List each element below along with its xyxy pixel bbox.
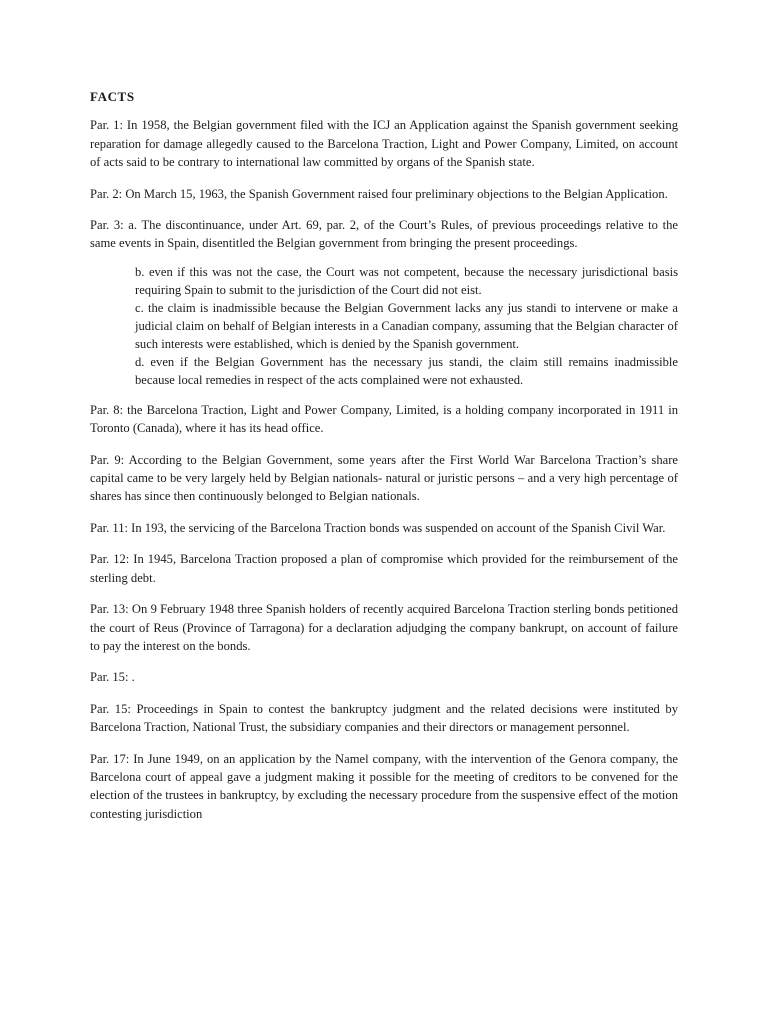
paragraph-par-8: Par. 8: the Barcelona Traction, Light and Power Company, Limited, is a holding company incorporated in 1911 in Toronto (Canada), where it has its head office.: [90, 402, 678, 436]
paragraph-par-1: Par. 1: In 1958, the Belgian government filed with the ICJ an Application against the Spanish government seeking reparation for damage allegedly caused to the Barcelona Traction, Light and Power Company, Limited, on account of acts said to be contrary to international law committed by organs of the Spanish state.: [90, 118, 678, 170]
paragraph-par-11: Par. 11: In 193, the servicing of the Barcelona Traction bonds was suspended on account of the Spanish Civil War.: [90, 520, 666, 535]
section-heading: FACTS: [90, 89, 135, 104]
paragraph-par-12: Par. 12: In 1945, Barcelona Traction proposed a plan of compromise which provided for the reimbursement of the sterling debt.: [90, 552, 678, 585]
paragraph-par-15: Par. 15: Proceedings in Spain to contest the bankruptcy judgment and the related decisions were instituted by Barcelona Traction, National Trust, the subsidiary companies and their directors or management personnel.: [90, 701, 678, 735]
paragraph-par-17: Par. 17: In June 1949, on an application by the Namel company, with the intervention of the Genora company, the Barcelona court of appeal gave a judgment making it possible for the meeting of creditors to be convened for the election of the trustees in bankruptcy, by excluding the necessary procedure from the suspensive effect of the motion contesting jurisdiction: [90, 751, 678, 821]
paragraph-par-9: Par. 9: According to the Belgian Government, some years after the First World War Barcelona Traction’s share capital came to be very largely held by Belgian nationals- natural or juristic persons – and a very high percentage of shares has since then continuously belonged to Belgian nationals.: [90, 452, 678, 504]
sub-item-d: d. even if the Belgian Government has the necessary jus standi, the claim still remains inadmissible because local remedies in respect of the acts complained were not exhausted.: [135, 354, 678, 387]
objection-sublist: [135, 263, 678, 389]
sub-item-c: c. the claim is inadmissible because the Belgian Government lacks any jus standi to intervene or make a judicial claim on behalf of Belgian interests in a Canadian company, assuming that the Belgian character of such interests were established, which is denied by the Spanish government.: [135, 300, 678, 351]
document-page: [90, 88, 678, 836]
paragraph-par-2: Par. 2: On March 15, 1963, the Spanish Government raised four preliminary objections to the Belgian Application.: [90, 186, 668, 201]
paragraph-par-3: Par. 3: a. The discontinuance, under Art. 69, par. 2, of the Court’s Rules, of previous proceedings relative to the same events in Spain, disentitled the Belgian government from bringing the present proceedings.: [90, 218, 678, 251]
sub-item-b: b. even if this was not the case, the Court was not competent, because the necessary jurisdictional basis requiring Spain to submit to the jurisdiction of the Court did not eist.: [135, 264, 678, 297]
paragraph-par-13: Par. 13: On 9 February 1948 three Spanish holders of recently acquired Barcelona Traction sterling bonds petitioned the court of Reus (Province of Tarragona) for a declaration adjudging the company bankrupt, on account of failure to pay the interest on the bonds.: [90, 602, 678, 653]
paragraph-par-15-empty: Par. 15: .: [90, 670, 135, 685]
